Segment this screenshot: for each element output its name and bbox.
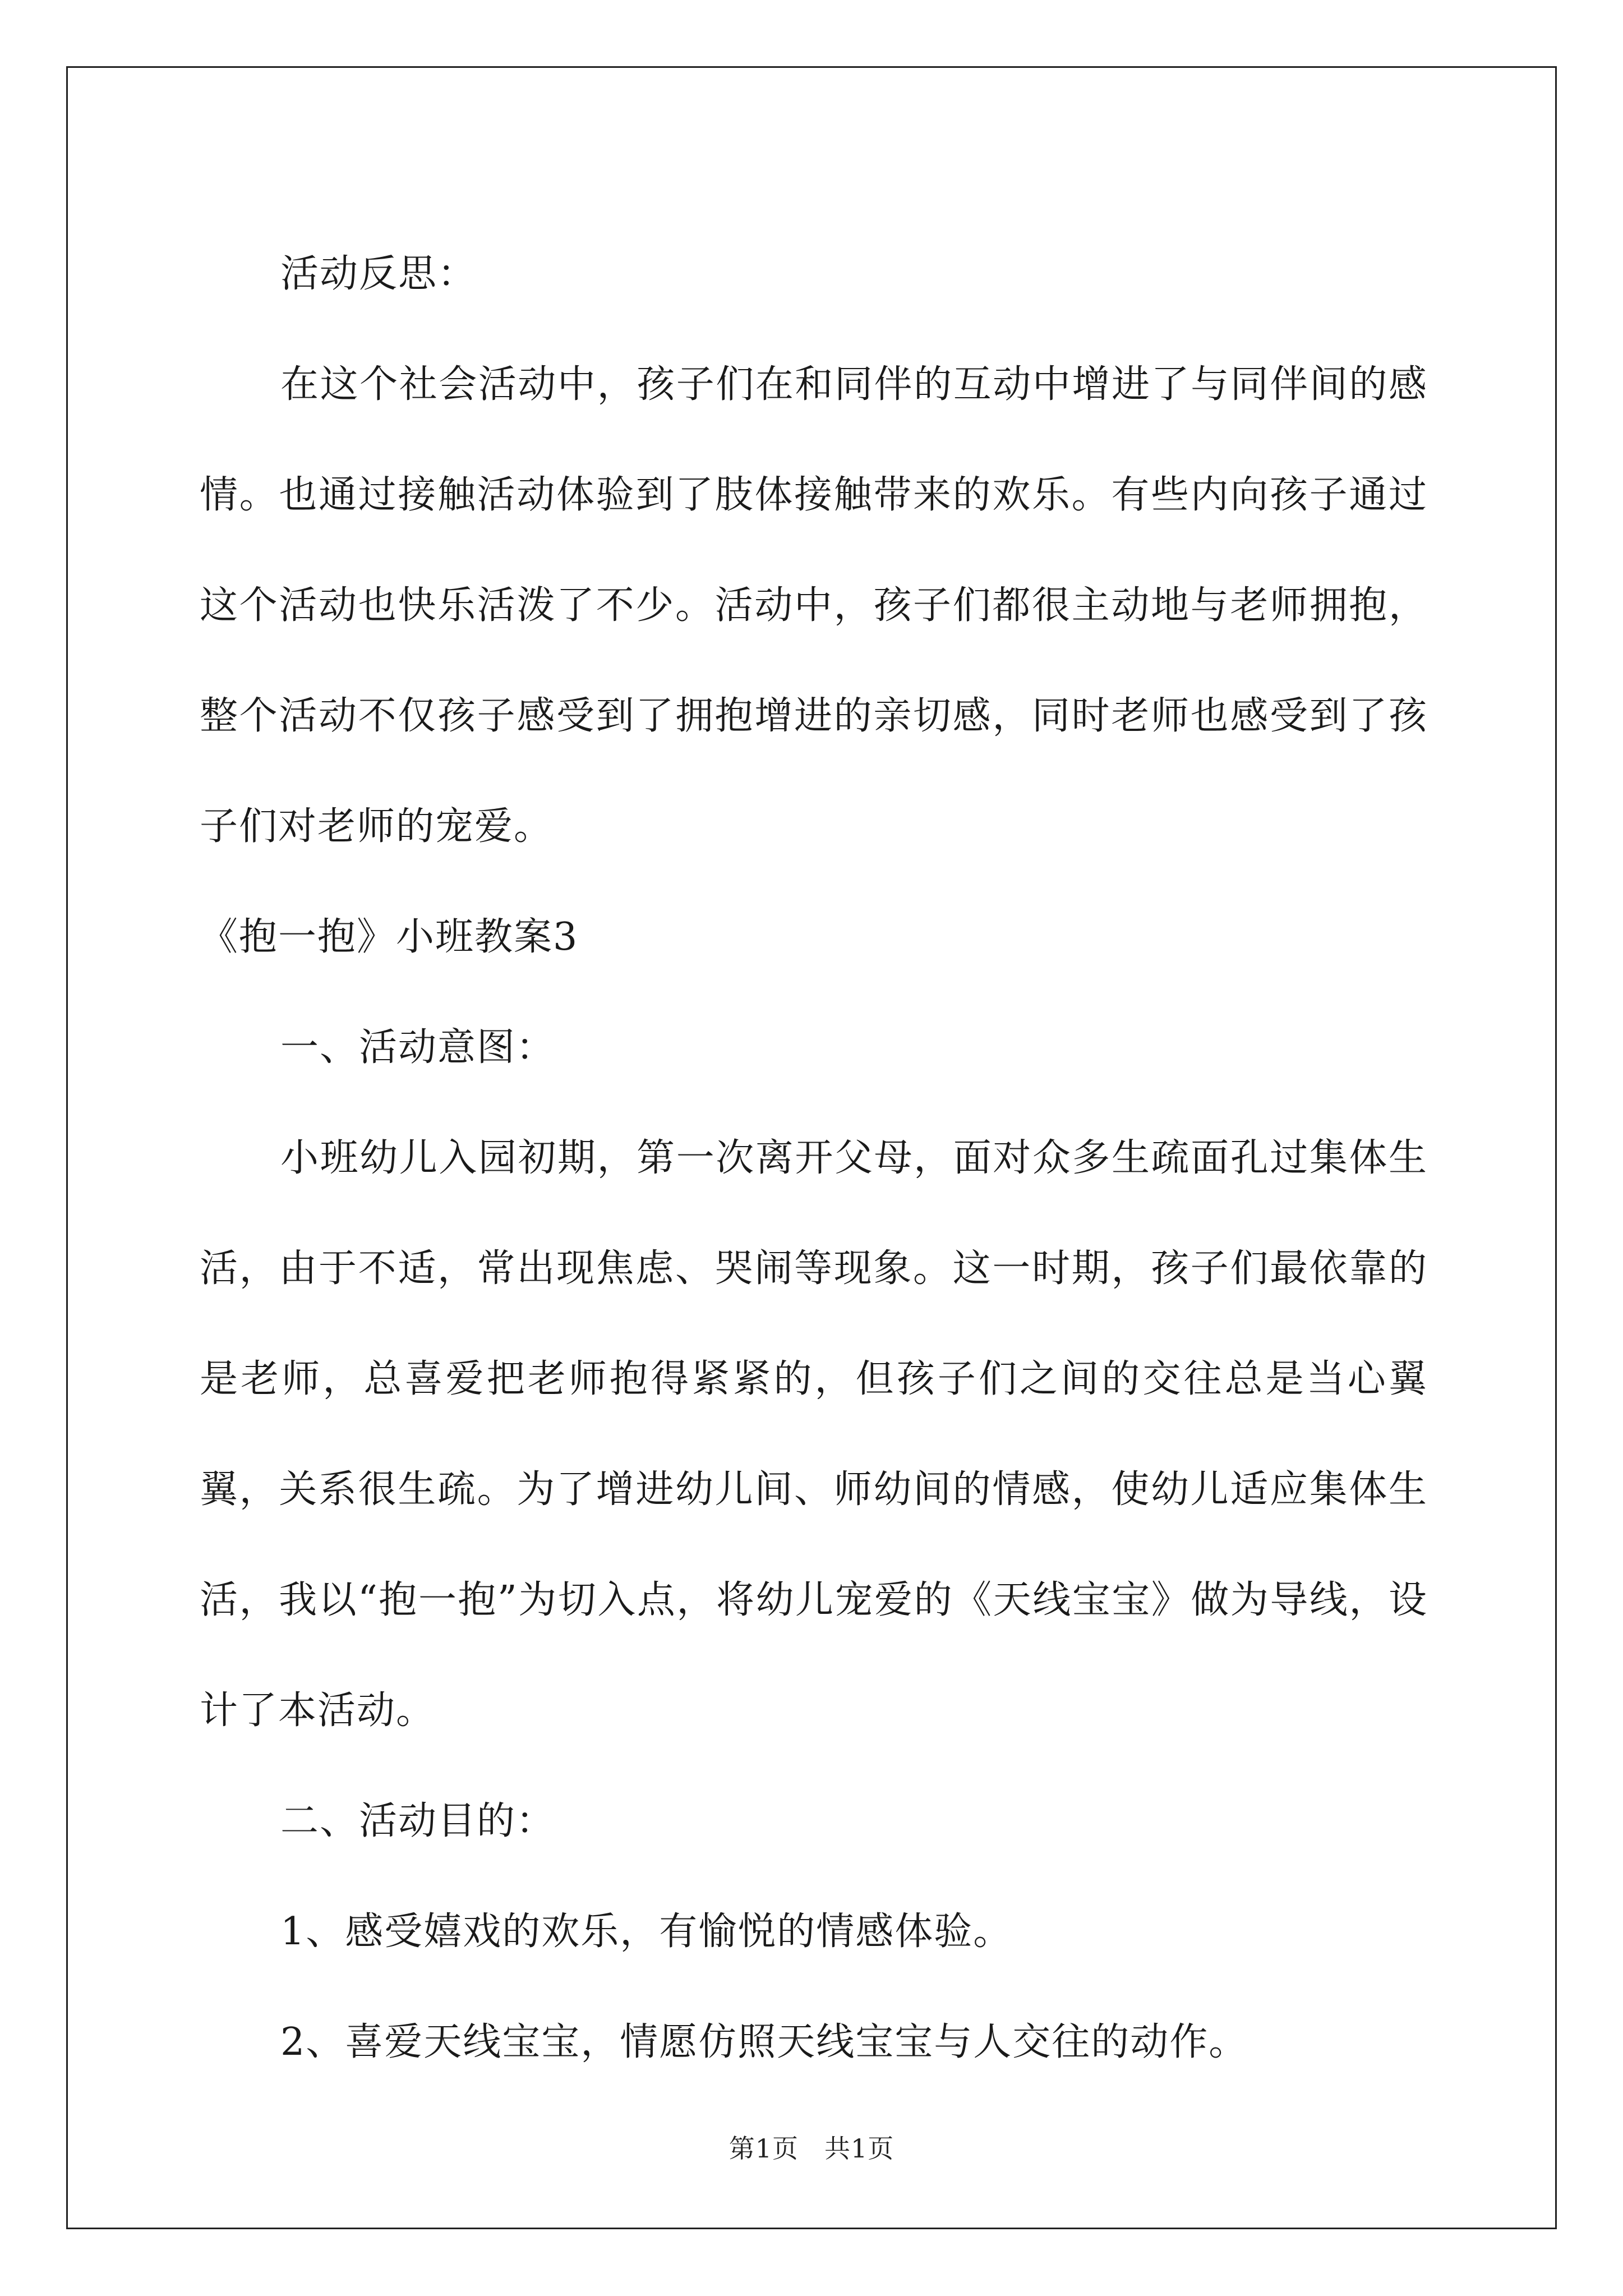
page-total: 共1页: [824, 2133, 895, 2164]
section-heading-goals: 二、活动目的：: [280, 1799, 556, 1843]
paragraph-reflection-heading: 活动反思：: [280, 252, 477, 296]
paragraph-intent-body: 小班幼儿入园初期，第一次离开父母，面对众多生疏面孔过集体生活，由于不适，常出现焦虑、哭闹等现象。这一时期，孩子们最依靠的是老师，总喜爱把老师抱得紧紧的，但孩子们之间的交往总是当心翼翼，关系很生疏。为了增进幼儿间、师幼间的情感，使幼儿适应集体生活，我以“抱一抱”为切入点，将幼儿宠爱的《天线宝宝》做为导线，设计了本活动。: [200, 1136, 1428, 1733]
goal-item-2: 2、喜爱天线宝宝，情愿仿照天线宝宝与人交往的动作。: [280, 2020, 1248, 2064]
paragraph-reflection-body: 在这个社会活动中，孩子们在和同伴的互动中增进了与同伴间的感情。也通过接触活动体验到了肢体接触带来的欢乐。有些内向孩子通过这个活动也快乐活泼了不少。活动中，孩子们都很主动地与老师拥抱，整个活动不仅孩子感受到了拥抱增进的亲切感，同时老师也感受到了孩子们对老师的宠爱。: [200, 362, 1428, 849]
lesson-plan-title: 《抱一抱》小班教案3: [200, 915, 579, 959]
page-number: 第1页: [728, 2133, 799, 2164]
goal-item-1: 1、感受嬉戏的欢乐，有愉悦的情感体验。: [280, 1910, 1013, 1954]
page-footer: [0, 2132, 1623, 2165]
section-heading-intent: 一、活动意图：: [280, 1025, 556, 1070]
document-body: [200, 219, 1428, 2097]
